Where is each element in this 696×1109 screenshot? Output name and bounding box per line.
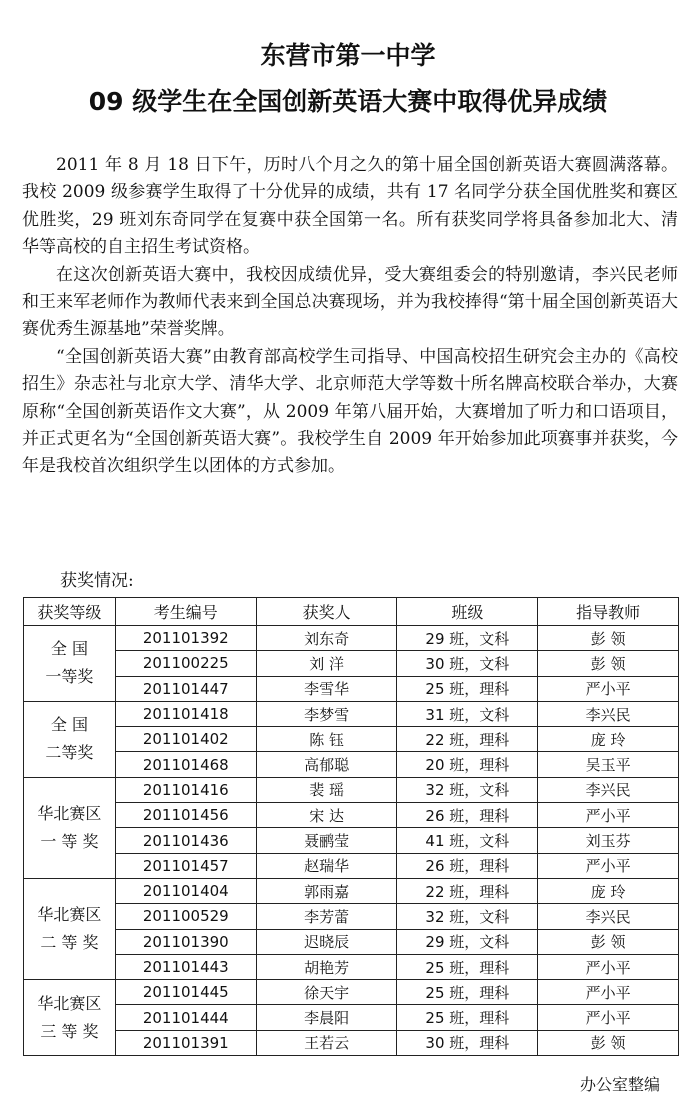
winner-cell: 郭雨嘉 [256, 878, 397, 903]
winner-cell: 李晨阳 [256, 1005, 397, 1030]
exam-id-cell: 201101468 [115, 752, 256, 777]
teacher-cell: 李兴民 [538, 777, 679, 802]
award-grade-cell: 全 国 一等奖 [24, 626, 116, 702]
teacher-cell: 彭 领 [538, 626, 679, 651]
document-title: 东营市第一中学 [260, 41, 436, 70]
table-row [24, 1005, 679, 1030]
teacher-cell: 彭 领 [538, 1030, 679, 1055]
award-grade-cell: 华北赛区 三 等 奖 [24, 980, 116, 1056]
class-cell: 41 班，文科 [397, 828, 538, 853]
teacher-cell: 李兴民 [538, 904, 679, 929]
winner-cell: 裴 瑶 [256, 777, 397, 802]
teacher-cell: 刘玉芬 [538, 828, 679, 853]
exam-id-cell: 201101456 [115, 803, 256, 828]
winner-cell: 李梦雪 [256, 701, 397, 726]
table-body [24, 626, 679, 1056]
exam-id-cell: 201101392 [115, 626, 256, 651]
award-grade-cell: 华北赛区 二 等 奖 [24, 878, 116, 979]
winner-cell: 刘 洋 [256, 651, 397, 676]
table-row [24, 954, 679, 979]
table-row [24, 752, 679, 777]
class-cell: 25 班，理科 [397, 954, 538, 979]
exam-id-cell: 201101390 [115, 929, 256, 954]
table-header-row [24, 598, 679, 626]
exam-id-cell: 201101445 [115, 980, 256, 1005]
winner-cell: 高郁聪 [256, 752, 397, 777]
document-subtitle: 09 级学生在全国创新英语大赛中取得优异成绩 [88, 87, 608, 116]
paragraph: 在这次创新英语大赛中，我校因成绩优异，受大赛组委会的特别邀请，李兴民老师和王来军老师作为教师代表来到全国总决赛现场，并为我校捧得“第十届全国创新英语大赛优秀生源基地”荣誉奖牌。 [22, 264, 678, 340]
exam-id-cell: 201101444 [115, 1005, 256, 1030]
table-row [24, 904, 679, 929]
table-row [24, 777, 679, 802]
winner-cell: 赵瑞华 [256, 853, 397, 878]
teacher-cell: 吴玉平 [538, 752, 679, 777]
teacher-cell: 严小平 [538, 954, 679, 979]
class-cell: 29 班，文科 [397, 626, 538, 651]
class-cell: 30 班，文科 [397, 651, 538, 676]
teacher-cell: 严小平 [538, 980, 679, 1005]
award-grade-cell: 全 国 二等奖 [24, 701, 116, 777]
teacher-cell: 严小平 [538, 803, 679, 828]
exam-id-cell: 201101402 [115, 727, 256, 752]
footer-signature: 办公室整编 [579, 1075, 660, 1094]
award-grade-cell: 华北赛区 一 等 奖 [24, 777, 116, 878]
table-row [24, 803, 679, 828]
teacher-cell: 严小平 [538, 1005, 679, 1030]
table-caption: 获奖情况: [60, 571, 134, 591]
table-row [24, 727, 679, 752]
exam-id-cell: 201101418 [115, 701, 256, 726]
table-row [24, 626, 679, 651]
exam-id-cell: 201100529 [115, 904, 256, 929]
award-table [23, 597, 679, 1056]
winner-cell: 徐天宇 [256, 980, 397, 1005]
winner-cell: 胡艳芳 [256, 954, 397, 979]
teacher-cell: 庞 玲 [538, 727, 679, 752]
header-exam-id: 考生编号 [115, 598, 256, 626]
table-row [24, 701, 679, 726]
paragraph: “全国创新英语大赛”由教育部高校学生司指导、中国高校招生研究会主办的《高校招生》杂志社与北京大学、清华大学、北京师范大学等数十所名牌高校联合举办，大赛原称“全国创新英语作文大赛”，从 2009 年第八届开始，大赛增加了听力和口语项目，并正式更名为“全国创新英语大赛”。我校学生自 2009 年开始参加此项赛事并获奖，今年是我校首次组织学生以团体的方式参加。 [22, 346, 678, 477]
header-winner: 获奖人 [256, 598, 397, 626]
header-teacher: 指导教师 [538, 598, 679, 626]
table-row [24, 1030, 679, 1055]
table-row [24, 651, 679, 676]
winner-cell: 王若云 [256, 1030, 397, 1055]
winner-cell: 刘东奇 [256, 626, 397, 651]
teacher-cell: 彭 领 [538, 651, 679, 676]
class-cell: 22 班，理科 [397, 727, 538, 752]
class-cell: 31 班，文科 [397, 701, 538, 726]
header-class: 班级 [397, 598, 538, 626]
class-cell: 26 班，理科 [397, 803, 538, 828]
winner-cell: 迟晓辰 [256, 929, 397, 954]
class-cell: 25 班，理科 [397, 676, 538, 701]
winner-cell: 聂鹂莹 [256, 828, 397, 853]
class-cell: 25 班，理科 [397, 980, 538, 1005]
table-row [24, 853, 679, 878]
teacher-cell: 严小平 [538, 853, 679, 878]
exam-id-cell: 201101404 [115, 878, 256, 903]
exam-id-cell: 201101443 [115, 954, 256, 979]
exam-id-cell: 201101416 [115, 777, 256, 802]
exam-id-cell: 201101436 [115, 828, 256, 853]
winner-cell: 陈 钰 [256, 727, 397, 752]
class-cell: 25 班，理科 [397, 1005, 538, 1030]
exam-id-cell: 201101447 [115, 676, 256, 701]
exam-id-cell: 201101391 [115, 1030, 256, 1055]
class-cell: 22 班，理科 [397, 878, 538, 903]
class-cell: 29 班，文科 [397, 929, 538, 954]
table-row [24, 828, 679, 853]
class-cell: 30 班，理科 [397, 1030, 538, 1055]
header-grade: 获奖等级 [24, 598, 116, 626]
table-row [24, 929, 679, 954]
table-row [24, 878, 679, 903]
teacher-cell: 彭 领 [538, 929, 679, 954]
table-row [24, 676, 679, 701]
class-cell: 20 班，理科 [397, 752, 538, 777]
class-cell: 32 班，文科 [397, 904, 538, 929]
teacher-cell: 李兴民 [538, 701, 679, 726]
exam-id-cell: 201101457 [115, 853, 256, 878]
class-cell: 32 班，文科 [397, 777, 538, 802]
exam-id-cell: 201100225 [115, 651, 256, 676]
winner-cell: 宋 达 [256, 803, 397, 828]
teacher-cell: 庞 玲 [538, 878, 679, 903]
winner-cell: 李雪华 [256, 676, 397, 701]
class-cell: 26 班，理科 [397, 853, 538, 878]
winner-cell: 李芳蕾 [256, 904, 397, 929]
paragraph: 2011 年 8 月 18 日下午，历时八个月之久的第十届全国创新英语大赛圆满落幕。我校 2009 级参赛学生取得了十分优异的成绩，共有 17 名同学分获全国优胜奖和赛区优胜奖，29 班刘东奇同学在复赛中获全国第一名。所有获奖同学将具备参加北大、清华等高校的自主招生考试资格。 [22, 155, 678, 258]
teacher-cell: 严小平 [538, 676, 679, 701]
table-row [24, 980, 679, 1005]
article-body [22, 152, 678, 481]
